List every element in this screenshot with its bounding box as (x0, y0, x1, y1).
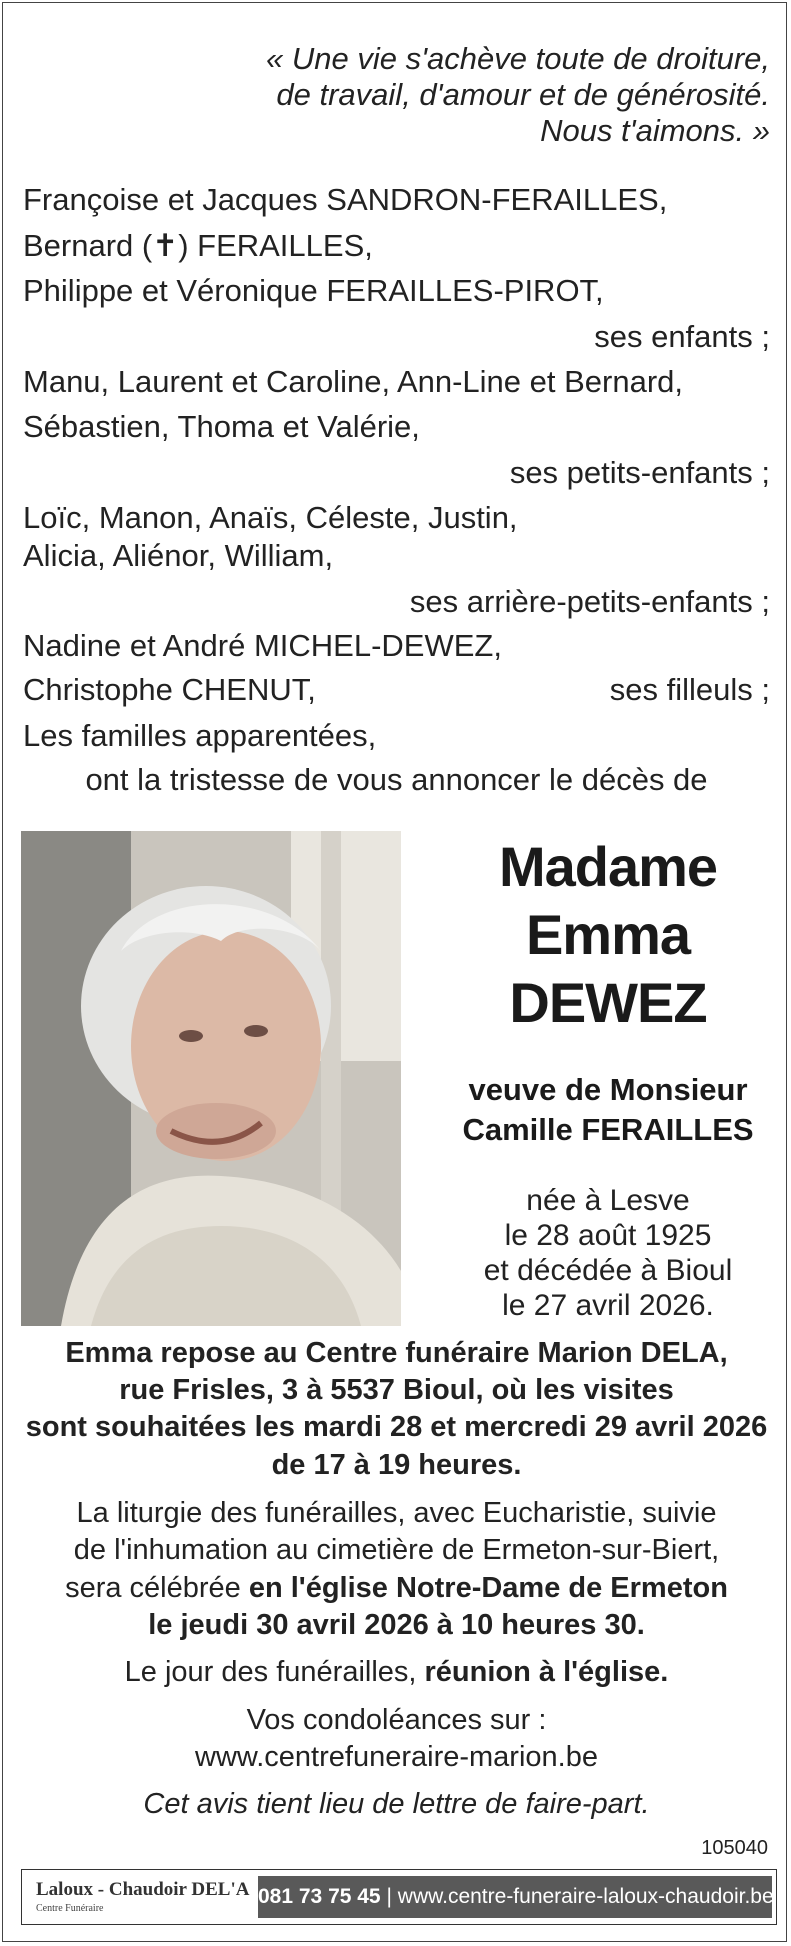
family-line: Nadine et André MICHEL-DEWEZ, (23, 628, 502, 663)
reference-number: 105040 (701, 1837, 768, 1859)
meeting-line (3, 1655, 790, 1690)
ceremony-datetime: le jeudi 30 avril 2026 à 10 heures 30. (148, 1609, 645, 1641)
meeting-place: réunion à l'église. (424, 1656, 669, 1688)
death-date: le 27 avril 2026. (502, 1289, 714, 1322)
liturgy-line: La liturgie des funérailles, avec Eucharistie, suivie (76, 1497, 717, 1529)
birth-place: née à Lesve (526, 1184, 690, 1217)
family-line: Manu, Laurent et Caroline, Ann-Line et Bernard, (23, 364, 684, 399)
family-line: Philippe et Véronique FERAILLES-PIROT, (23, 273, 604, 308)
family-line: Alicia, Aliénor, William, (23, 538, 334, 573)
children-label: ses enfants ; (594, 319, 770, 354)
family-line: Sébastien, Thoma et Valérie, (23, 409, 420, 444)
logo-sub-text: Centre Funéraire (36, 1903, 104, 1914)
death-place: et décédée à Bioul (483, 1254, 733, 1287)
widow-block (423, 1070, 791, 1150)
family-line: Françoise et Jacques SANDRON-FERAILLES, (23, 182, 668, 217)
footer-website[interactable]: www.centre-funeraire-laloux-chaudoir.be (397, 1885, 774, 1908)
logo-main-text: Laloux - Chaudoir DEL'A (36, 1879, 250, 1900)
grandchildren-label: ses petits-enfants ; (509, 455, 770, 490)
quote-line: Nous t'aimons. » (540, 113, 770, 148)
contact-bar (258, 1876, 772, 1918)
meeting-prefix: Le jour des funérailles, (124, 1656, 425, 1688)
deceased-name-block (423, 833, 791, 1037)
relatives-line: Les familles apparentées, (23, 718, 377, 753)
liturgy-prefix: sera célébrée (65, 1572, 249, 1604)
quote-line: « Une vie s'achève toute de droiture, (266, 41, 770, 76)
dates-block (423, 1183, 791, 1323)
liturgy-line (3, 1571, 790, 1606)
church-name: en l'église Notre-Dame de Ermeton (248, 1572, 728, 1604)
visitation-line: rue Frisles, 3 à 5537 Bioul, où les visites (119, 1374, 674, 1406)
portrait-photo (21, 831, 401, 1326)
family-line: Christophe CHENUT, (23, 672, 316, 707)
visitation-line: sont souhaitées les mardi 28 et mercredi 29 avril 2026 (25, 1411, 768, 1443)
visitation-line: de 17 à 19 heures. (271, 1449, 522, 1481)
deceased-first-name: Emma (525, 903, 691, 966)
widow-line: Camille FERAILLES (462, 1112, 754, 1147)
condolences-label: Vos condoléances sur : (246, 1704, 547, 1736)
funeral-home-footer (21, 1869, 777, 1925)
birth-date: le 28 août 1925 (504, 1219, 712, 1252)
deceased-last-name: DEWEZ (509, 971, 707, 1034)
condolences-url[interactable]: www.centrefuneraire-marion.be (195, 1741, 598, 1773)
widow-line: veuve de Monsieur (468, 1072, 748, 1107)
godchildren-label: ses filleuls ; (609, 672, 770, 707)
funeral-home-logo (36, 1879, 249, 1914)
epigraph-quote (266, 41, 770, 149)
phone-number[interactable]: 081 73 75 45 (258, 1885, 381, 1908)
liturgy-line: de l'inhumation au cimetière de Ermeton-sur-Biert, (73, 1534, 720, 1566)
quote-line: de travail, d'amour et de générosité. (276, 77, 770, 112)
obituary-frame (2, 2, 787, 1942)
announcement-line: ont la tristesse de vous annoncer le décès de (85, 762, 708, 797)
visitation-line: Emma repose au Centre funéraire Marion DELA, (65, 1337, 728, 1369)
deceased-title: Madame (498, 835, 718, 898)
family-line: Loïc, Manon, Anaïs, Céleste, Justin, (23, 500, 518, 535)
great-grandchildren-label: ses arrière-petits-enfants ; (409, 584, 770, 619)
contact-separator: | (386, 1885, 392, 1908)
family-line: Bernard (✝) FERAILLES, (23, 228, 373, 263)
notice-line: Cet avis tient lieu de lettre de faire-part. (143, 1788, 650, 1820)
